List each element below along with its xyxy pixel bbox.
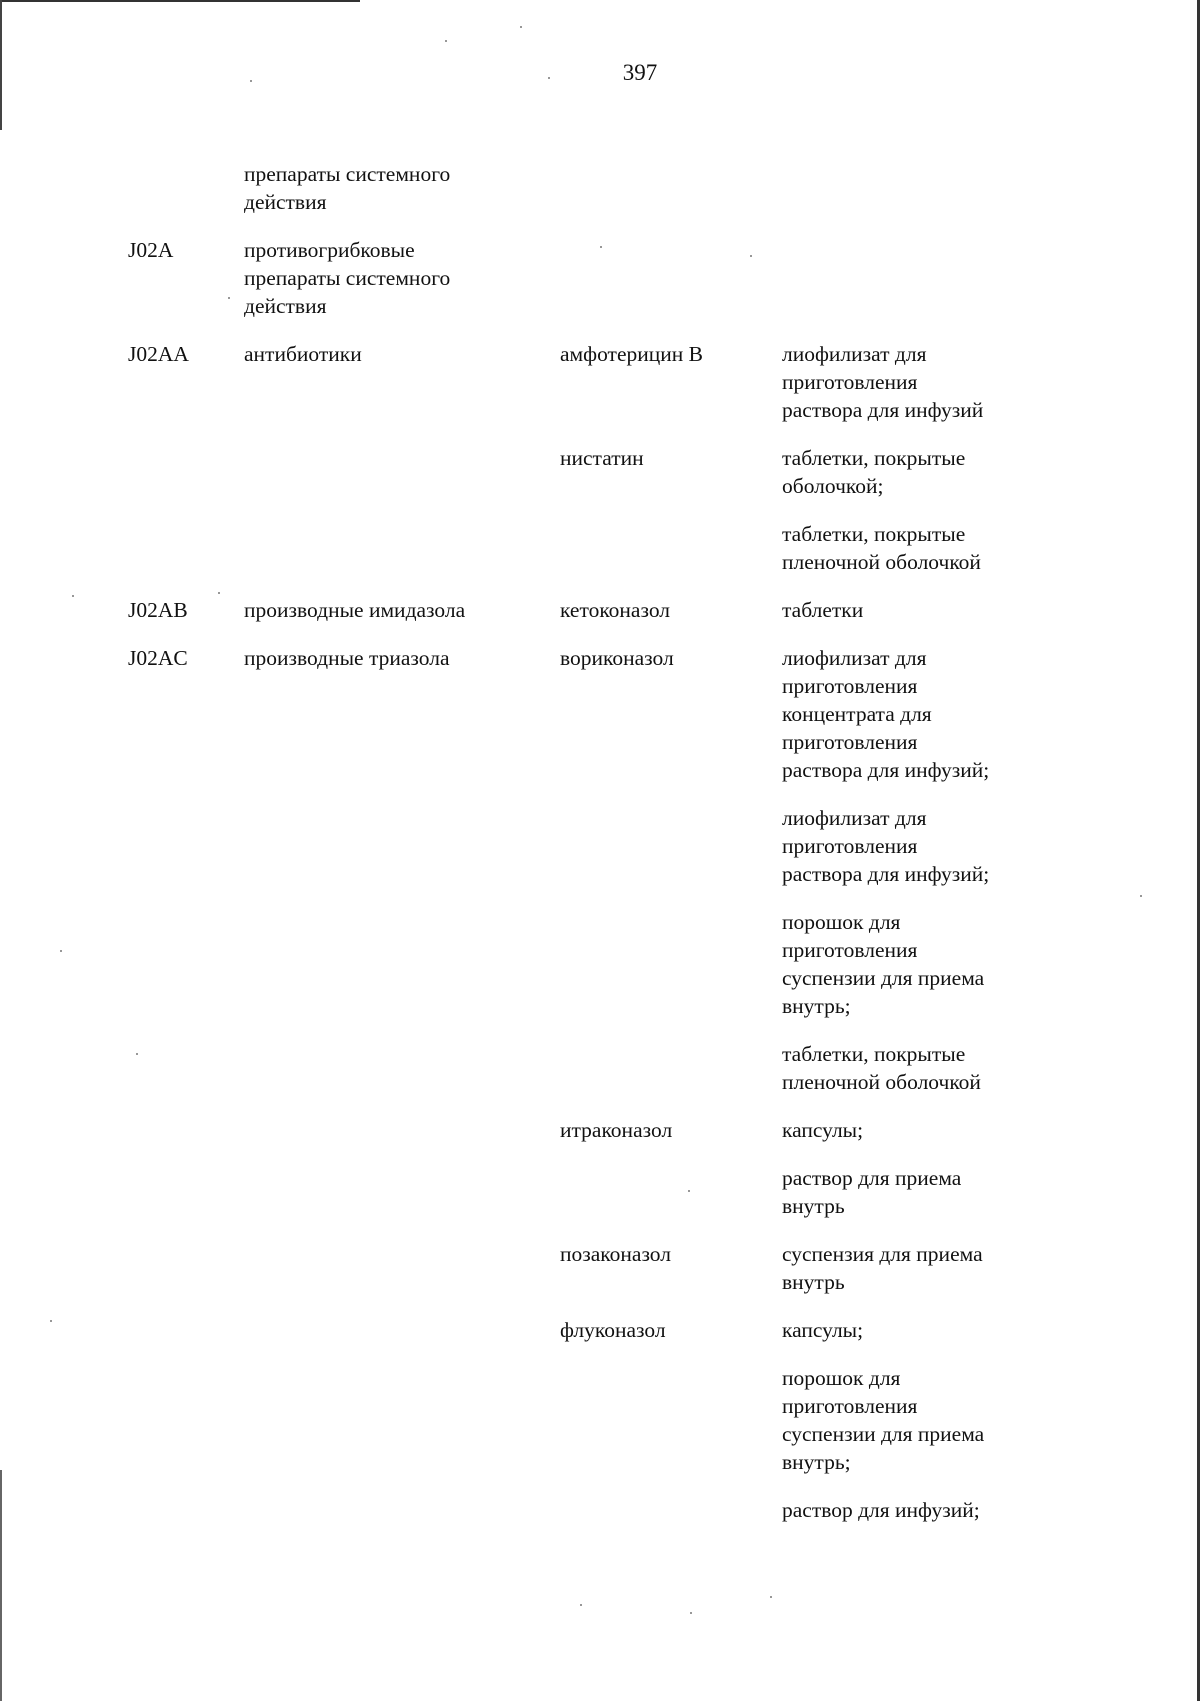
atc-code-cell: J02A [128, 238, 174, 262]
drug-name-cell: флуконазол [560, 1318, 666, 1342]
drug-table [128, 160, 1048, 1544]
table-row [128, 1116, 1048, 1220]
atc-code-cell [128, 1316, 244, 1524]
scan-speck [580, 1604, 582, 1606]
atc-code-cell [128, 444, 244, 576]
scan-speck [72, 595, 74, 597]
atc-code-cell: J02AC [128, 646, 188, 670]
table-row [128, 160, 1048, 216]
scan-speck [60, 950, 62, 952]
table-row [128, 340, 1048, 424]
atc-code-cell [128, 1240, 244, 1296]
dosage-forms-cell [782, 1240, 1048, 1296]
atc-group-cell: производные триазола [244, 646, 450, 670]
scan-edge-left-lower [0, 1470, 2, 1701]
table-row [128, 1316, 1048, 1524]
dosage-form: таблетки [782, 598, 864, 622]
table-row [128, 644, 1048, 1096]
table-row [128, 444, 1048, 576]
dosage-form: раствор для приема внутрь [782, 1166, 962, 1218]
table-row [128, 596, 1048, 624]
atc-code-cell [128, 160, 244, 216]
table-row [128, 1240, 1048, 1296]
dosage-form: капсулы; [782, 1318, 864, 1342]
atc-code-cell: J02AB [128, 598, 188, 622]
drug-name-cell: амфотерицин B [560, 342, 703, 366]
scan-speck [770, 1596, 772, 1598]
drug-name-cell: позаконазол [560, 1242, 672, 1266]
atc-group-cell [244, 1116, 560, 1220]
dosage-form: лиофилизат для приготовления раствора для инфузий; [782, 806, 990, 886]
dosage-form: лиофилизат для приготовления концентрата для приготовления раствора для инфузий; [782, 646, 990, 782]
dosage-forms-cell [782, 160, 1048, 216]
dosage-form: лиофилизат для приготовления раствора для инфузий [782, 342, 984, 422]
scan-speck [690, 1612, 692, 1614]
scan-speck [1140, 895, 1142, 897]
atc-group-cell: противогрибковые препараты системного действия [244, 238, 451, 318]
dosage-form: таблетки, покрытые пленочной оболочкой [782, 522, 981, 574]
dosage-forms-cell [782, 644, 1048, 1096]
dosage-forms-cell [782, 1116, 1048, 1220]
dosage-forms-cell [782, 596, 1048, 624]
page-number: 397 [622, 60, 658, 85]
dosage-forms-cell [782, 444, 1048, 576]
dosage-forms-cell [782, 236, 1048, 320]
scan-speck [445, 40, 447, 42]
atc-code-cell [128, 1116, 244, 1220]
dosage-form: суспензия для приема внутрь [782, 1242, 983, 1294]
atc-group-cell [244, 1240, 560, 1296]
dosage-form: капсулы; [782, 1118, 864, 1142]
scan-edge-top [0, 0, 360, 2]
atc-group-cell: препараты системного действия [244, 162, 451, 214]
scan-speck [520, 26, 522, 28]
drug-name-cell: нистатин [560, 446, 644, 470]
drug-name-cell: итраконазол [560, 1118, 673, 1142]
dosage-form: порошок для приготовления суспензии для приема внутрь; [782, 1366, 985, 1474]
scan-speck [50, 1320, 52, 1322]
dosage-form: порошок для приготовления суспензии для приема внутрь; [782, 910, 985, 1018]
table-row [128, 236, 1048, 320]
drug-name-cell [560, 160, 782, 216]
dosage-form: раствор для инфузий; [782, 1498, 980, 1522]
drug-name-cell [560, 236, 782, 320]
atc-group-cell [244, 444, 560, 576]
dosage-forms-cell [782, 1316, 1048, 1524]
atc-group-cell [244, 1316, 560, 1524]
drug-name-cell: кетоконазол [560, 598, 671, 622]
atc-group-cell: производные имидазола [244, 598, 466, 622]
dosage-form: таблетки, покрытые пленочной оболочкой [782, 1042, 981, 1094]
dosage-forms-cell [782, 340, 1048, 424]
dosage-form: таблетки, покрытые оболочкой; [782, 446, 966, 498]
drug-name-cell: вориконазол [560, 646, 674, 670]
atc-group-cell: антибиотики [244, 342, 362, 366]
atc-code-cell: J02AA [128, 342, 189, 366]
